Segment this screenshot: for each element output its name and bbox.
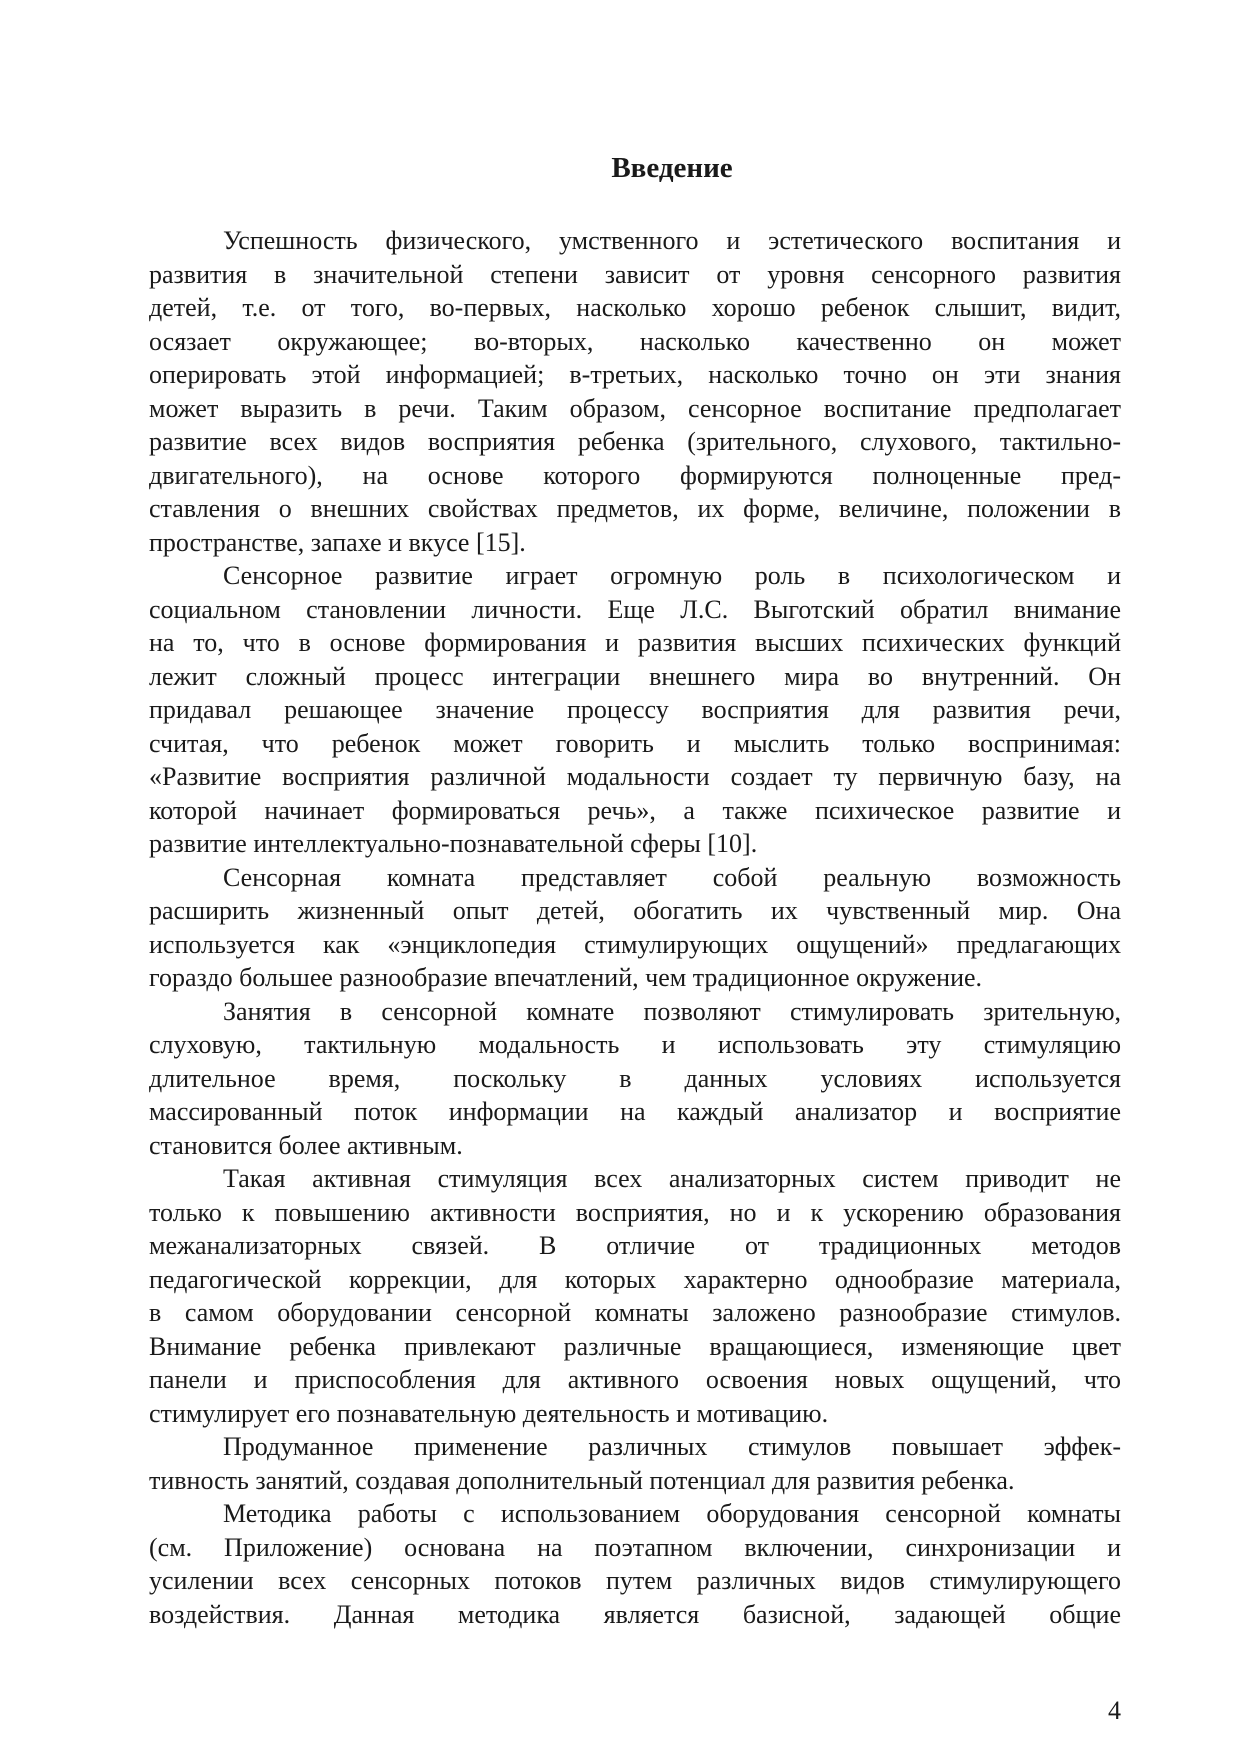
text-line: становится более активным. bbox=[149, 1130, 463, 1160]
text-line: панели и приспособления для активного освоения новых ощущений, что bbox=[149, 1365, 1121, 1394]
text-line: стимулирует его познавательную деятельность и мотивацию. bbox=[149, 1398, 829, 1428]
text-line: развития в значительной степени зависит от уровня сенсорного развития bbox=[149, 259, 1121, 289]
text-line: Такая активная стимуляция всех анализаторных систем приводит не bbox=[223, 1164, 1121, 1193]
text-line: Сенсорное развитие играет огромную роль в психологическом и bbox=[223, 561, 1121, 590]
text-line: Сенсорная комната представляет собой реальную возможность bbox=[223, 862, 1121, 892]
text-line: лежит сложный процесс интеграции внешнего мира во внутренний. Он bbox=[149, 661, 1121, 691]
text-line: гораздо большее разнообразие впечатлений, чем традиционное окружение. bbox=[149, 963, 983, 992]
paragraph bbox=[149, 1497, 1121, 1631]
text-line: тивность занятий, создавая дополнительный потенциал для развития ребенка. bbox=[149, 1465, 1015, 1495]
text-line: оперировать этой информацией; в-третьих, насколько точно он эти знания bbox=[149, 360, 1121, 389]
text-line: расширить жизненный опыт детей, обогатить их чувственный мир. Она bbox=[149, 896, 1121, 925]
text-line: развитие интеллектуально-познавательной сферы [10]. bbox=[149, 829, 758, 858]
text-line: межанализаторных связей. В отличие от традиционных методов bbox=[149, 1231, 1121, 1260]
paragraph bbox=[149, 224, 1121, 559]
page-title: Введение bbox=[611, 152, 733, 184]
text-line: длительное время, поскольку в данных условиях используется bbox=[149, 1063, 1121, 1093]
text-line: (см. Приложение) основана на поэтапном включении, синхронизации и bbox=[149, 1532, 1121, 1562]
paragraph bbox=[149, 1162, 1121, 1430]
text-line: «Развитие восприятия различной модальности создает ту первичную базу, на bbox=[149, 762, 1121, 791]
paragraph bbox=[149, 559, 1121, 861]
text-line: которой начинает формироваться речь», а также психическое развитие и bbox=[149, 795, 1121, 825]
paragraph bbox=[149, 1430, 1121, 1497]
text-line: массированный поток информации на каждый анализатор и восприятие bbox=[149, 1097, 1121, 1126]
text-line: может выразить в речи. Таким образом, сенсорное воспитание предполагает bbox=[149, 393, 1121, 423]
text-line: двигательного), на основе которого формируются полноценные пред- bbox=[149, 460, 1121, 490]
text-line: Успешность физического, умственного и эстетического воспитания и bbox=[223, 226, 1121, 255]
text-line: придавал решающее значение процессу восприятия для развития речи, bbox=[149, 695, 1121, 724]
text-line: детей, т.е. от того, во-первых, насколько хорошо ребенок слышит, видит, bbox=[149, 293, 1121, 322]
text-line: социальном становлении личности. Еще Л.С. Выготский обратил внимание bbox=[149, 594, 1121, 624]
text-line: Занятия в сенсорной комнате позволяют стимулировать зрительную, bbox=[223, 996, 1121, 1026]
text-line: осязает окружающее; во-вторых, насколько качественно он может bbox=[149, 326, 1121, 356]
text-line: Внимание ребенка привлекают различные вращающиеся, изменяющие цвет bbox=[149, 1331, 1121, 1361]
text-line: развитие всех видов восприятия ребенка (зрительного, слухового, тактильно- bbox=[149, 427, 1121, 456]
text-line: Продуманное применение различных стимулов повышает эффек- bbox=[223, 1432, 1121, 1461]
text-line: пространстве, запахе и вкусе [15]. bbox=[149, 527, 526, 557]
text-line: на то, что в основе формирования и развития высших психических функций bbox=[149, 628, 1121, 657]
text-line: слуховую, тактильную модальность и использовать эту стимуляцию bbox=[149, 1030, 1121, 1059]
paragraph bbox=[149, 861, 1121, 995]
text-line: Методика работы с использованием оборудования сенсорной комнаты bbox=[223, 1499, 1121, 1528]
text-line: только к повышению активности восприятия, но и к ускорению образования bbox=[149, 1197, 1121, 1227]
text-line: усилении всех сенсорных потоков путем различных видов стимулирующего bbox=[149, 1566, 1121, 1595]
text-line: в самом оборудовании сенсорной комнаты заложено разнообразие стимулов. bbox=[149, 1298, 1121, 1327]
paragraph bbox=[149, 995, 1121, 1163]
text-line: считая, что ребенок может говорить и мыслить только воспринимая: bbox=[149, 728, 1121, 758]
text-line: педагогической коррекции, для которых характерно однообразие материала, bbox=[149, 1264, 1121, 1294]
page-number: 4 bbox=[1108, 1696, 1121, 1725]
document-body bbox=[149, 224, 1121, 1631]
text-line: используется как «энциклопедия стимулирующих ощущений» предлагающих bbox=[149, 929, 1121, 959]
text-line: воздействия. Данная методика является базисной, задающей общие bbox=[149, 1599, 1121, 1629]
text-line: ставления о внешних свойствах предметов, их форме, величине, положении в bbox=[149, 494, 1121, 523]
